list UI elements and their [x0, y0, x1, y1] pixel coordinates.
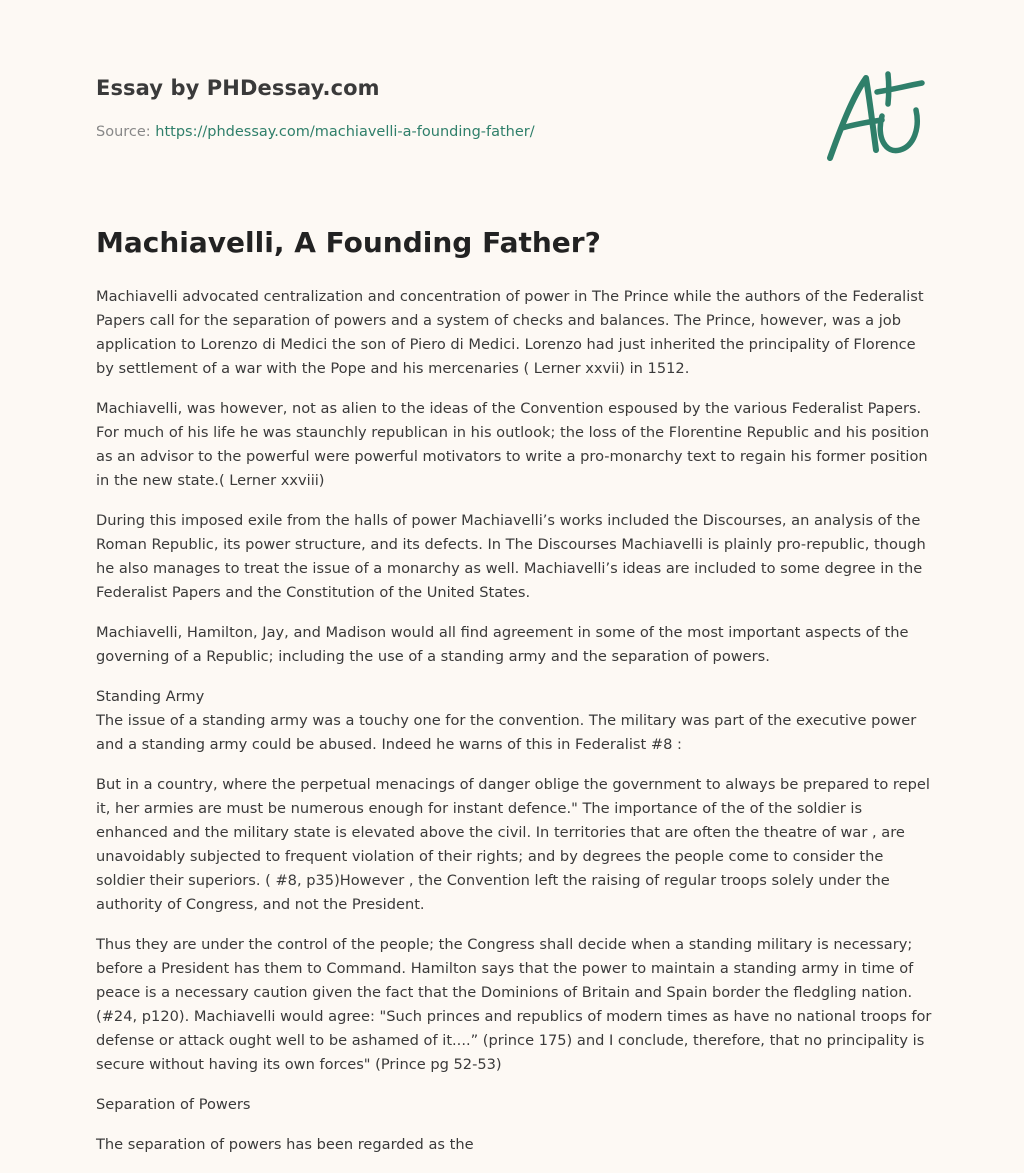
paragraph: But in a country, where the perpetual menacings of danger oblige the government to always be prepared to repel it, her armies are must be numerous enough for instant defence." The importance of the of the soldier is enhanced and the military state is elevated above the civil. In territories that are often the theatre of war , are unavoidably subjected to frequent violation of their rights; and by degrees the people come to consider the soldier their superiors. ( #8, p35)However , the Convention left the raising of regular troops solely under the authority of Congress, and not the President.: [96, 776, 930, 913]
paragraph: Thus they are under the control of the people; the Congress shall decide when a standing military is necessary; before a President has them to Command. Hamilton says that the power to maintain a standing army in time of peace is a necessary caution given the fact that the Dominions of Britain and Spain border the fledgling nation. (#24, p120). Machiavelli would agree: "Such princes and republics of modern times as have no national troops for defense or attack ought well to be ashamed of it....” (prince 175) and I conclude, therefore, that no principality is secure without having its own forces" (Prince pg 52-53): [96, 936, 932, 1073]
section-heading-standing-army: Standing Army: [96, 688, 205, 705]
source-link[interactable]: https://phdessay.com/machiavelli-a-founding-father/: [155, 124, 535, 140]
paragraph: During this imposed exile from the halls of power Machiavelli’s works included the Discourses, an analysis of the Roman Republic, its power structure, and its defects. In The Discourses Machiavelli is plainly pro-republic, though he also manages to treat the issue of a monarchy as well. Machiavelli’s ideas are included to some degree in the Federalist Papers and the Constitution of the United States.: [96, 512, 926, 601]
paragraph: Machiavelli, was however, not as alien to the ideas of the Convention espoused by the various Federalist Papers. For much of his life he was staunchly republican in his outlook; the loss of the Florentine Republic and his position as an advisor to the powerful were powerful motivators to write a pro-monarchy text to regain his former position in the new state.( Lerner xxviii): [96, 400, 930, 489]
paragraph: Machiavelli, Hamilton, Jay, and Madison would all find agreement in some of the most important aspects of the governing of a Republic; including the use of a standing army and the separation of powers.: [96, 624, 909, 665]
document-body: [96, 285, 932, 1173]
paragraph: Machiavelli advocated centralization and concentration of power in The Prince while the authors of the Federalist Papers call for the separation of powers and a system of checks and balances. The Prince, however, was a job application to Lorenzo di Medici the son of Piero di Medici. Lorenzo had just inherited the principality of Florence by settlement of a war with the Pope and his mercenaries ( Lerner xxvii) in 1512.: [96, 288, 924, 377]
document-title: Machiavelli, A Founding Father?: [96, 226, 601, 259]
paragraph: The issue of a standing army was a touchy one for the convention. The military was part of the executive power and a standing army could be abused. Indeed he warns of this in Federalist #8 :: [96, 712, 917, 753]
source-label: Source:: [96, 124, 156, 140]
source-line: [96, 124, 535, 140]
a-plus-logo-icon: [822, 68, 928, 164]
paragraph: The separation of powers has been regarded as the: [96, 1136, 474, 1153]
section-heading-separation-of-powers: Separation of Powers: [96, 1096, 251, 1113]
site-title: Essay by PHDessay.com: [96, 76, 380, 100]
